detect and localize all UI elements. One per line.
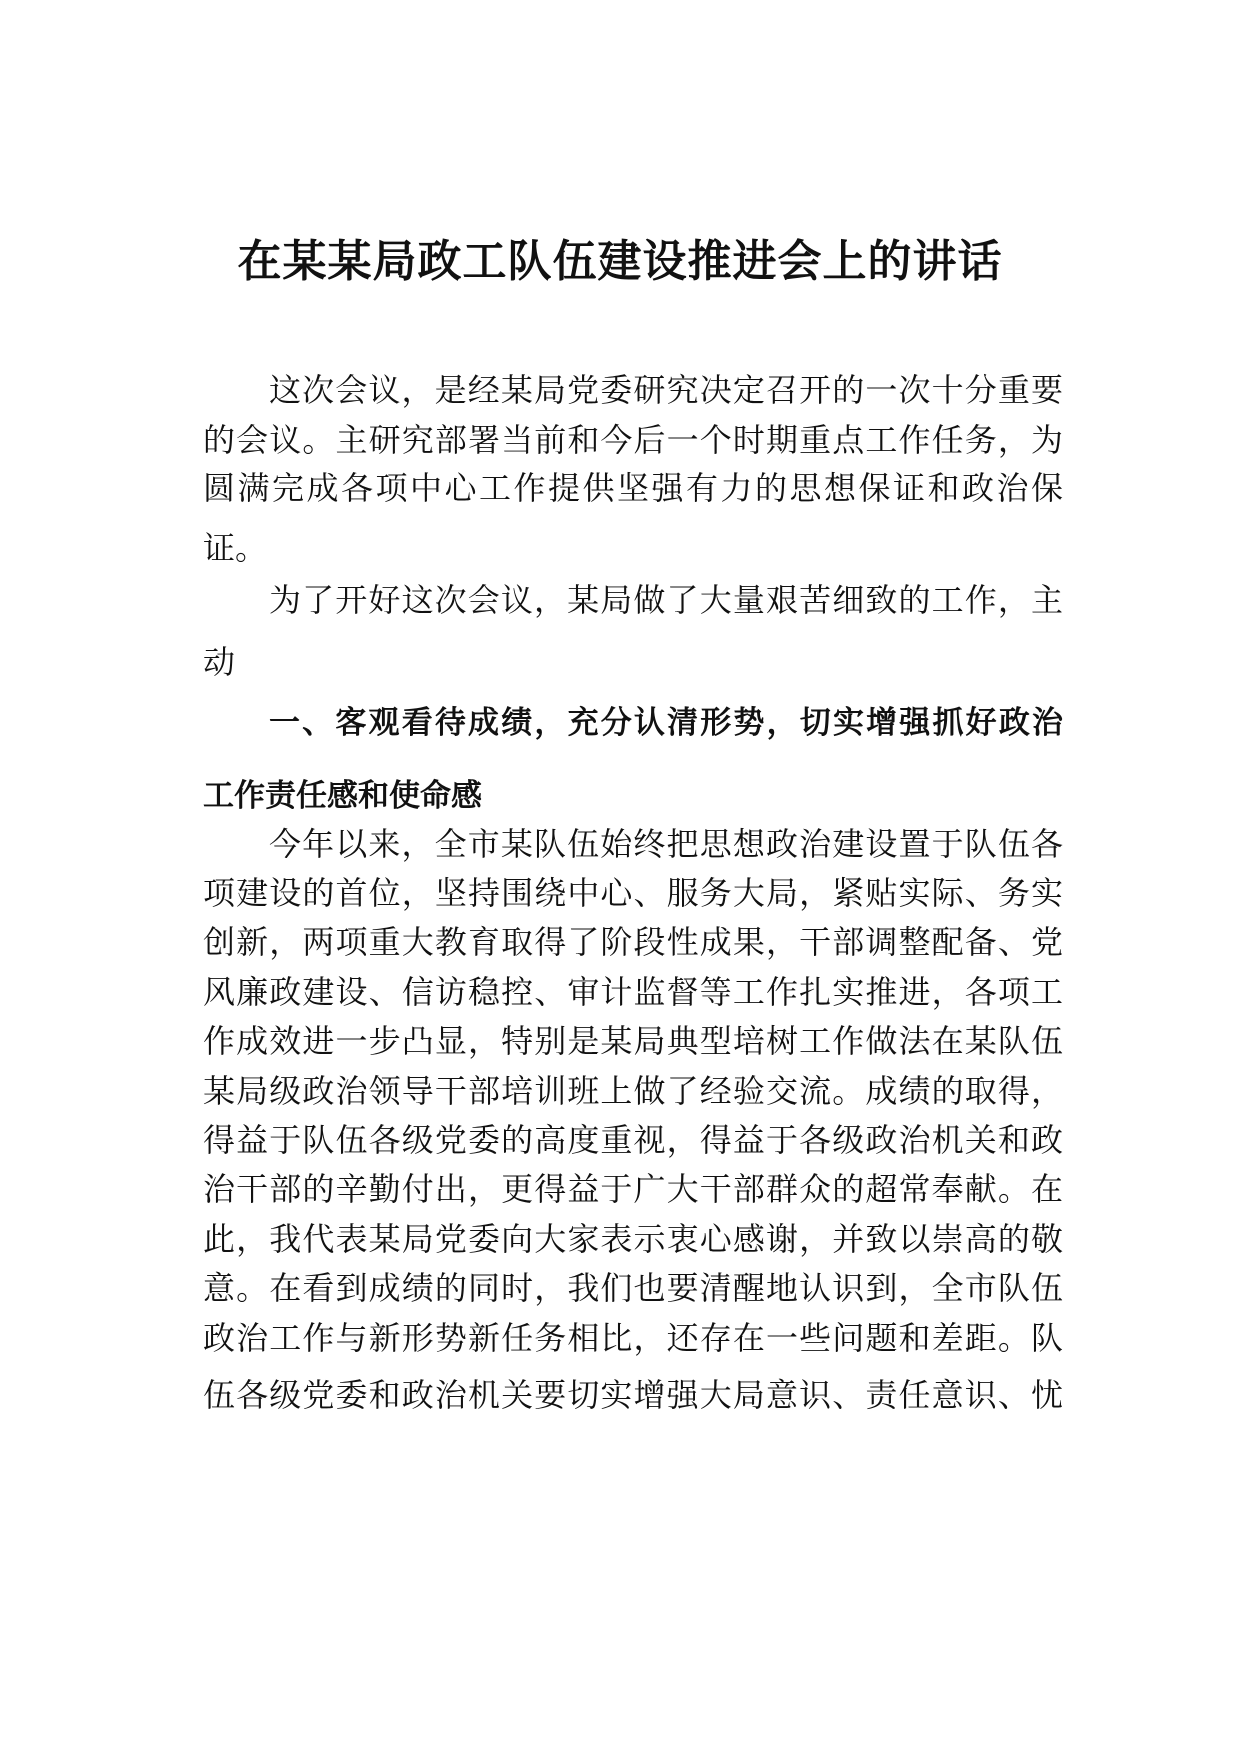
- paragraph-1-line-4: 证。: [203, 529, 268, 567]
- paragraph-3-line-12: 伍各级党委和政治机关要切实增强大局意识、责任意识、忧: [203, 1376, 1063, 1414]
- paragraph-3-line-8: 治干部的辛勤付出，更得益于广大干部群众的超常奉献。在: [203, 1170, 1063, 1208]
- paragraph-3-line-5: 作成效进一步凸显，特别是某局典型培树工作做法在某队伍: [203, 1022, 1063, 1060]
- paragraph-3-line-11: 政治工作与新形势新任务相比，还存在一些问题和差距。队: [203, 1319, 1063, 1357]
- paragraph-3-line-10: 意。在看到成绩的同时，我们也要清醒地认识到，全市队伍: [203, 1269, 1063, 1307]
- document-title: 在某某局政工队伍建设推进会上的讲话: [237, 236, 1003, 287]
- paragraph-2-line-1: 为了开好这次会议，某局做了大量艰苦细致的工作，主: [269, 581, 1063, 619]
- paragraph-3-line-3: 创新，两项重大教育取得了阶段性成果，干部调整配备、党: [203, 923, 1063, 961]
- paragraph-1-line-3: 圆满完成各项中心工作提供坚强有力的思想保证和政治保: [203, 469, 1063, 507]
- paragraph-3-line-6: 某局级政治领导干部培训班上做了经验交流。成绩的取得，: [203, 1072, 1063, 1110]
- paragraph-3-line-1: 今年以来，全市某队伍始终把思想政治建设置于队伍各: [269, 825, 1063, 863]
- paragraph-3-line-7: 得益于队伍各级党委的高度重视，得益于各级政治机关和政: [203, 1121, 1063, 1159]
- paragraph-1-line-1: 这次会议，是经某局党委研究决定召开的一次十分重要: [269, 371, 1063, 409]
- paragraph-3-line-4: 风廉政建设、信访稳控、审计监督等工作扎实推进，各项工: [203, 973, 1063, 1011]
- paragraph-3-line-9: 此，我代表某局党委向大家表示衷心感谢，并致以崇高的敬: [203, 1220, 1063, 1258]
- section-heading-1-line-2: 工作责任感和使命感: [203, 778, 482, 814]
- paragraph-1-line-2: 的会议。主研究部署当前和今后一个时期重点工作任务，为: [203, 421, 1063, 459]
- paragraph-2-line-2: 动: [203, 643, 236, 681]
- paragraph-3-line-2: 项建设的首位，坚持围绕中心、服务大局，紧贴实际、务实: [203, 874, 1063, 912]
- section-heading-1-line-1: 一、客观看待成绩，充分认清形势，切实增强抓好政治: [269, 705, 1063, 741]
